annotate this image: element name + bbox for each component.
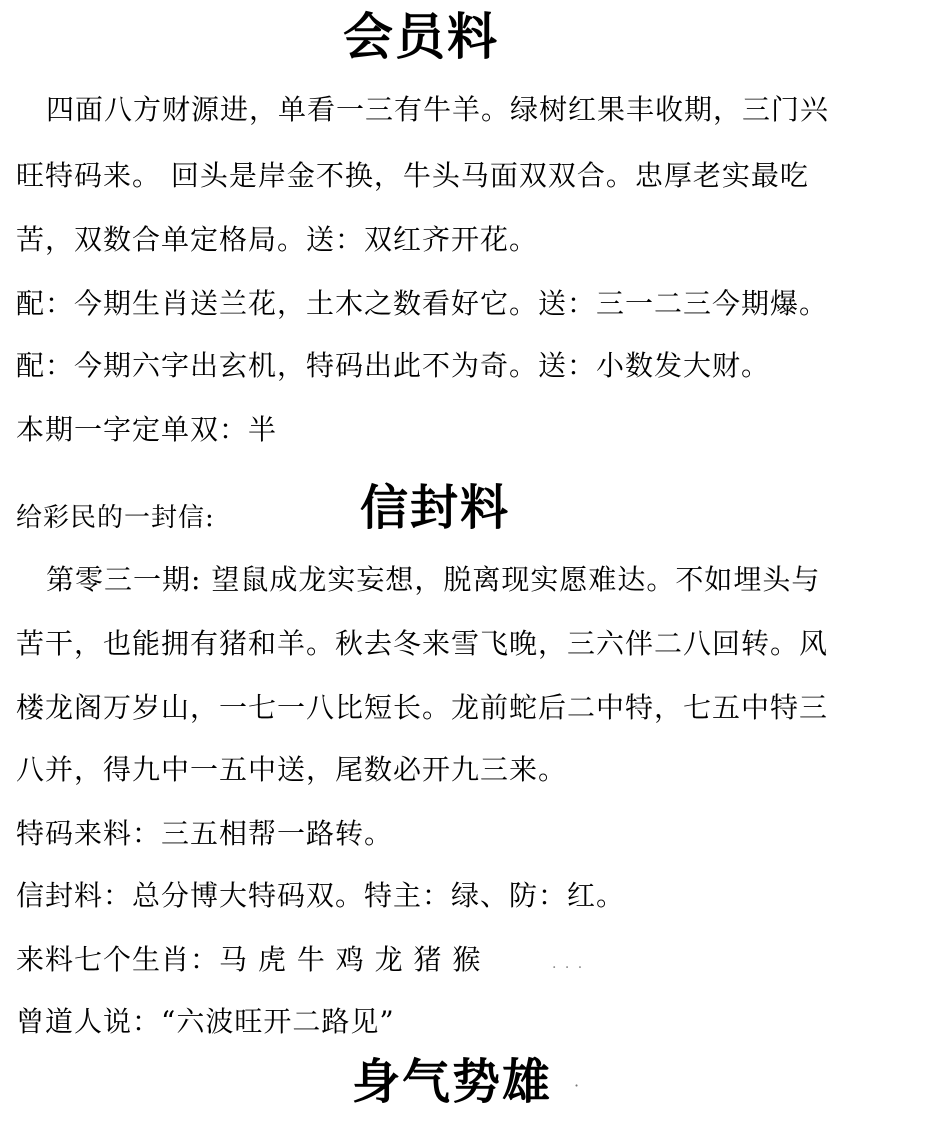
- text-line: 本期一字定单双：半: [16, 413, 278, 446]
- text-line: 曾道人说：“六波旺开二路见”: [16, 1005, 395, 1038]
- text-line: 旺特码来。 回头是岸金不换，牛头马面双双合。忠厚老实最吃: [16, 159, 809, 192]
- text-line: 苦，双数合单定格局。送：双红齐开花。: [16, 223, 539, 256]
- scan-speckle: · · ·: [552, 960, 585, 976]
- letter-label: 给彩民的一封信:: [16, 503, 215, 533]
- section-title-shenqishixiong: 身气势雄: [352, 1054, 553, 1110]
- text-line: 特码来料：三五相帮一路转。: [16, 817, 394, 850]
- section-title-xinfengliao: 信封料: [360, 480, 511, 536]
- text-line: 四面八方财源进，单看一三有牛羊。绿树红果丰收期，三门兴: [46, 93, 830, 126]
- section-title-huiyuanliao: 会员料: [343, 8, 499, 66]
- scan-speckle: ·: [574, 1076, 580, 1095]
- text-line: 信封料：总分博大特码双。特主：绿、防：红。: [16, 879, 626, 912]
- text-line: 八并，得九中一五中送，尾数必开九三来。: [16, 753, 568, 786]
- text-line: 配：今期六字出玄机，特码出此不为奇。送：小数发大财。: [16, 349, 771, 382]
- text-line: 苦干，也能拥有猪和羊。秋去冬来雪飞晚，三六伴二八回转。风: [16, 627, 829, 660]
- text-line: 来料七个生肖：马 虎 牛 鸡 龙 猪 猴: [16, 943, 482, 976]
- text-line: 楼龙阁万岁山，一七一八比短长。龙前蛇后二中特，七五中特三: [16, 691, 829, 724]
- text-line: 配：今期生肖送兰花，土木之数看好它。送：三一二三今期爆。: [16, 287, 829, 320]
- text-line: 第零三一期: 望鼠成龙实妄想，脱离现实愿难达。不如埋头与: [46, 563, 821, 596]
